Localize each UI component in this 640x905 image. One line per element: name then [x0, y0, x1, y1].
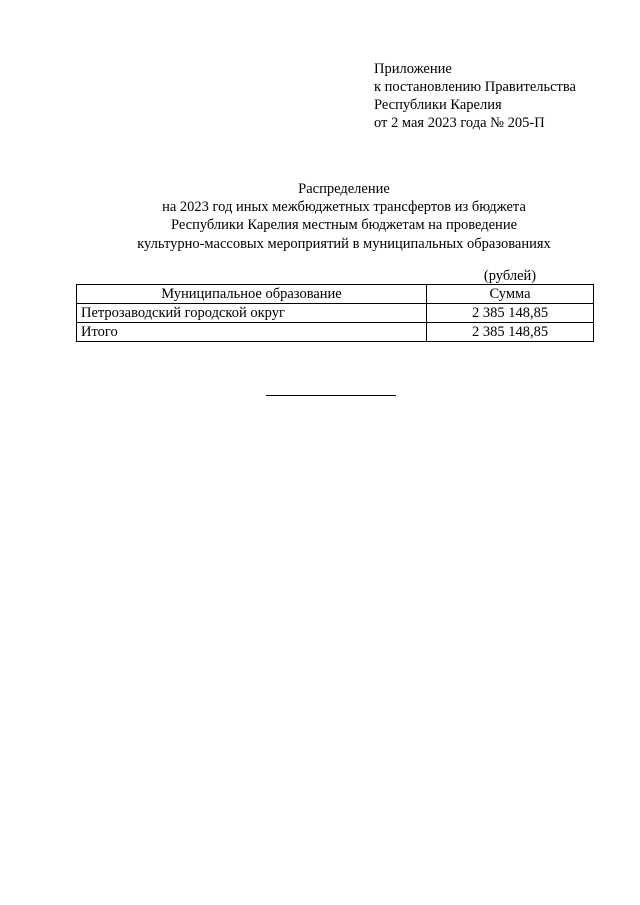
appendix-line: Республики Карелия	[374, 97, 502, 113]
total-amount-cell: 2 385 148,85	[427, 323, 594, 342]
total-label-cell: Итого	[77, 323, 427, 342]
table-header-row	[77, 285, 594, 304]
title-line: Республики Карелия местным бюджетам на проведение	[170, 217, 518, 234]
appendix-line: от 2 мая 2023 года № 205-П	[374, 115, 545, 131]
currency-unit-label: (рублей)	[483, 268, 537, 284]
amount-cell: 2 385 148,85	[427, 304, 594, 323]
document-title	[40, 180, 640, 253]
header-amount: Сумма	[427, 285, 594, 304]
appendix-line: Приложение	[374, 61, 452, 77]
municipality-cell: Петрозаводский городской округ	[77, 304, 427, 323]
appendix-line: к постановлению Правительства	[374, 79, 576, 95]
table-row	[77, 304, 594, 323]
title-line: Распределение	[298, 181, 390, 197]
allocation-table	[76, 284, 594, 342]
title-line: на 2023 год иных межбюджетных трансфертов из бюджета	[162, 199, 526, 216]
title-line: культурно-массовых мероприятий в муниципальных образованиях	[137, 235, 551, 252]
total-row	[77, 323, 594, 342]
appendix-note	[374, 60, 576, 132]
header-municipality: Муниципальное образование	[77, 285, 427, 304]
end-divider	[266, 395, 396, 396]
